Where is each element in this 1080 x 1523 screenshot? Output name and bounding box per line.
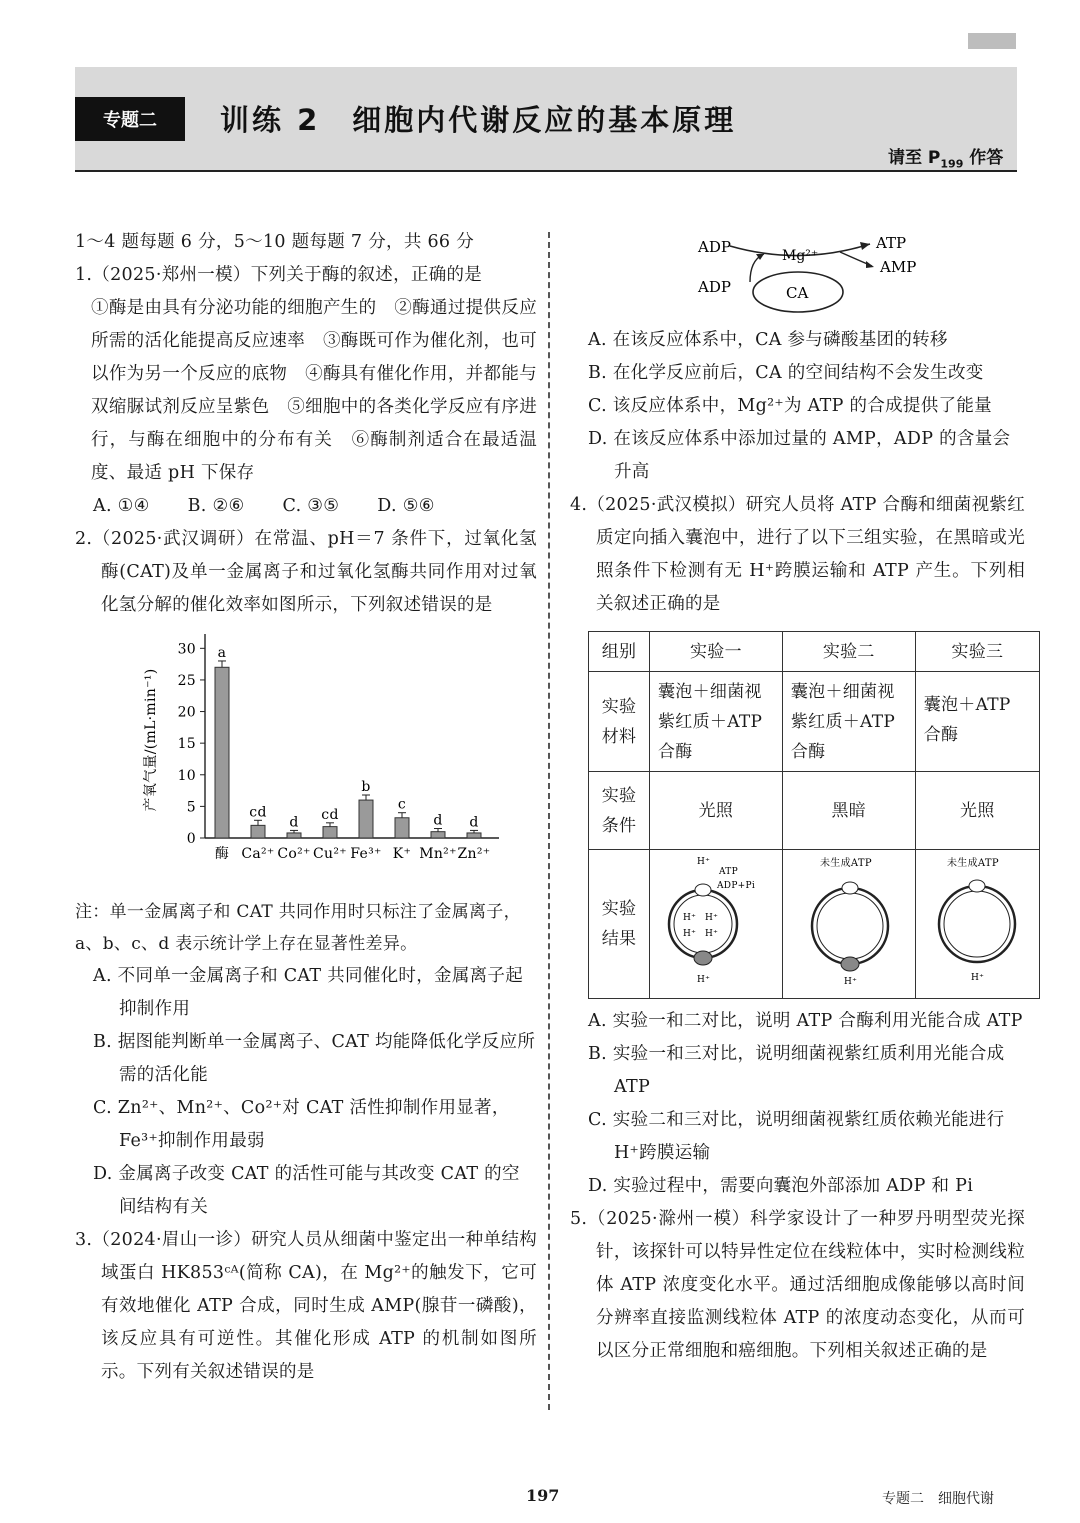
material-exp3: 囊泡＋ATP 合酶 [915, 672, 1039, 772]
atp-synthase [842, 882, 858, 894]
q3-stem: 3.（2024·眉山一诊）研究人员从细菌中鉴定出一种单结构域蛋白 HK853ᶜᴬ(简称 CA)，在 Mg²⁺的触发下，它可有效地催化 ATP 合成，同时生成 AMP(腺苷一磷酸)，该反应具有可逆性。其催化形成 ATP 的机制如图所示。下列有关叙述错误的是 [75, 1230, 537, 1382]
label-no-atp-3: 未生成ATP [947, 858, 1000, 869]
bar [431, 832, 445, 838]
category-label: Fe³⁺ [350, 846, 382, 862]
condition-exp1: 光照 [650, 772, 783, 850]
label-adp-pi: ADP+Pi [716, 881, 755, 891]
vesicle-exp1 [661, 850, 771, 988]
significance-label: a [217, 644, 227, 661]
significance-label: d [289, 814, 299, 831]
significance-label: d [469, 814, 479, 831]
vesicle-exp2 [794, 850, 904, 988]
q1-options [75, 490, 537, 523]
row-label-result: 实验结果 [589, 850, 650, 999]
bar [359, 800, 373, 838]
q1-option-a[interactable]: A. ①④ [93, 496, 150, 516]
q3-option-d[interactable]: D. 在该反应体系中添加过量的 AMP，ADP 的含量会升高 [588, 429, 1011, 482]
answer-page-note: 请至 $P_{199}$ 作答 [888, 148, 1004, 171]
label-h-2: H⁺ [843, 977, 857, 987]
label-h-top: H⁺ [696, 857, 711, 867]
row-label-material: 实验材料 [589, 672, 650, 772]
th-group: 组别 [589, 632, 650, 672]
label-h-bottom: H⁺ [696, 975, 711, 985]
page-number: 197 [526, 1486, 560, 1505]
q1-option-b[interactable]: B. ②⑥ [187, 496, 245, 516]
label-amp: AMP [880, 258, 917, 276]
q1-option-d[interactable]: D. ⑤⑥ [377, 496, 435, 516]
q3-option-a[interactable]: A. 在该反应体系中，CA 参与磷酸基团的转移 [588, 330, 948, 350]
bar [395, 818, 409, 838]
q1-option-c[interactable]: C. ③⑤ [282, 496, 340, 516]
label-h-3: H⁺ [971, 973, 985, 983]
q4-stem: 4.（2025·武汉模拟）研究人员将 ATP 合酶和细菌视紫红质定向插入囊泡中，进行了以下三组实验，在黑暗或光照条件下检测有无 H⁺跨膜运输和 ATP 产生。下列相关叙述正确的是 [570, 495, 1025, 614]
th-exp3: 实验三 [915, 632, 1039, 672]
label-h-in1: H⁺ [682, 913, 697, 923]
arrow-head-amp [866, 261, 874, 268]
th-exp1: 实验一 [650, 632, 783, 672]
vesicle-membrane [812, 888, 888, 964]
material-exp2: 囊泡＋细菌视紫红质＋ATP 合酶 [782, 672, 915, 772]
category-label: Cu²⁺ [313, 846, 347, 862]
section-tag: 专题二 [75, 97, 185, 141]
label-atp: ATP [876, 234, 907, 252]
q5-stem: 5.（2025·滁州一模）科学家设计了一种罗丹明型荧光探针，该探针可以特异性定位在线粒体中，实时检测线粒体 ATP 浓度变化水平。通过活细胞成像能够以高时间分辨率直接监测线粒体 ATP 的浓度动态变化，从而可以区分正常细胞和癌细胞。下列相关叙述正确的是 [570, 1209, 1025, 1361]
vesicle-membrane [939, 886, 1015, 962]
label-atp-out: ATP [718, 867, 738, 877]
condition-exp2: 黑暗 [782, 772, 915, 850]
label-mg: Mg²⁺ [782, 248, 819, 264]
q4-option-c[interactable]: C. 实验二和三对比，说明细菌视紫红质依赖光能进行 H⁺跨膜运输 [588, 1110, 1005, 1163]
th-exp2: 实验二 [782, 632, 915, 672]
q2-stem: 2.（2025·武汉调研）在常温、pH＝7 条件下，过氧化氢酶(CAT)及单一金属离子和过氧化氢酶共同作用对过氧化氢分解的催化效率如图所示，下列叙述错误的是 [75, 529, 537, 615]
bar [467, 833, 481, 838]
bar [215, 667, 229, 838]
table-header-row [589, 632, 1040, 672]
q3-diagram [690, 230, 930, 320]
y-tick-label: 10 [177, 767, 196, 784]
bar-chart [135, 628, 555, 898]
q3-option-c[interactable]: C. 该反应体系中，Mg²⁺为 ATP 的合成提供了能量 [588, 396, 992, 416]
atp-synthase [969, 880, 985, 892]
bacteriorhodopsin [841, 957, 859, 971]
label-adp-top: ADP [698, 238, 731, 256]
page-title: 训练 2 细胞内代谢反应的基本原理 [220, 103, 737, 137]
vesicle-exp3 [917, 850, 1037, 988]
q4-option-a[interactable]: A. 实验一和二对比，说明 ATP 合酶利用光能合成 ATP [588, 1011, 1023, 1031]
y-axis-label: 产氧气量/(mL·min⁻¹) [143, 668, 159, 812]
right-column [570, 324, 1025, 1368]
vesicle-inner-membrane [817, 893, 883, 959]
label-adp-bottom: ADP [698, 278, 731, 296]
category-label: Ca²⁺ [241, 846, 275, 862]
y-tick-label: 20 [177, 704, 196, 721]
significance-label: cd [249, 804, 267, 821]
label-h-in2: H⁺ [704, 913, 719, 923]
q2-option-d[interactable]: D. 金属离子改变 CAT 的活性可能与其改变 CAT 的空间结构有关 [93, 1164, 520, 1217]
q1-stem: 1.（2025·郑州一模）下列关于酶的叙述，正确的是 [75, 265, 483, 285]
y-tick-label: 0 [186, 831, 196, 847]
condition-exp3: 光照 [915, 772, 1039, 850]
material-exp1: 囊泡＋细菌视紫红质＋ATP 合酶 [650, 672, 783, 772]
table-row-material [589, 672, 1040, 772]
label-h-in3: H⁺ [682, 929, 697, 939]
bar [287, 833, 301, 838]
result-exp2 [782, 850, 915, 999]
q3-option-b[interactable]: B. 在化学反应前后，CA 的空间结构不会发生改变 [588, 363, 984, 383]
row-label-condition: 实验条件 [589, 772, 650, 850]
y-tick-label: 15 [177, 736, 196, 753]
atp-synthase [695, 884, 711, 896]
q2-chart [75, 622, 537, 892]
q2-option-c[interactable]: C. Zn²⁺、Mn²⁺、Co²⁺对 CAT 活性抑制作用显著，Fe³⁺抑制作用最弱 [93, 1098, 510, 1151]
footer-section: 专题二 细胞代谢 [882, 1491, 994, 1507]
y-tick-label: 5 [186, 799, 196, 816]
bar [323, 827, 337, 838]
y-tick-label: 30 [177, 641, 196, 658]
category-label: Zn²⁺ [457, 846, 491, 862]
significance-label: cd [321, 806, 339, 823]
vesicle-inner-membrane [944, 891, 1010, 957]
adp-input-arrow [750, 254, 764, 282]
bar [251, 825, 265, 838]
q1-body: ①酶是由具有分泌功能的细胞产生的 ②酶通过提供反应所需的活化能提高反应速率 ③酶既可作为催化剂，也可以作为另一个反应的底物 ④酶具有催化作用，并都能与双缩脲试剂反应呈紫色 ⑤细胞中的各类化学反应有序进行，与酶在细胞中的分布有关 ⑥酶制剂适合在最适温度、最适 pH 下保存 [91, 298, 537, 483]
category-label: Co²⁺ [277, 846, 311, 862]
label-h-in4: H⁺ [704, 929, 719, 939]
result-exp3 [915, 850, 1039, 999]
y-tick-label: 25 [177, 672, 196, 689]
significance-label: c [397, 796, 407, 813]
category-label: Mn²⁺ [419, 846, 457, 862]
significance-label: b [361, 779, 371, 796]
q4-option-b[interactable]: B. 实验一和三对比，说明细菌视紫红质利用光能合成 ATP [588, 1044, 1005, 1097]
q4-option-d[interactable]: D. 实验过程中，需要向囊泡外部添加 ADP 和 Pi [588, 1176, 974, 1196]
q2-option-b[interactable]: B. 据图能判断单一金属离子、CAT 均能降低化学反应所需的活化能 [93, 1032, 536, 1085]
table-row-condition [589, 772, 1040, 850]
q2-option-a[interactable]: A. 不同单一金属离子和 CAT 共同催化时，金属离子起抑制作用 [93, 966, 524, 1019]
label-no-atp-2: 未生成ATP [819, 858, 872, 869]
vesicle-membrane [669, 890, 737, 958]
table-row-result [589, 850, 1040, 999]
vesicle-inner-membrane [674, 895, 732, 953]
q2-note: 注：单一金属离子和 CAT 共同作用时只标注了金属离子，a、b、c、d 表示统计学上存在显著性差异。 [75, 902, 521, 954]
result-exp1 [650, 850, 783, 999]
q4-table [588, 631, 1040, 999]
category-label: K⁺ [392, 846, 412, 862]
scoring-rule: 1～4 题每题 6 分，5～10 题每题 7 分，共 66 分 [75, 232, 475, 252]
arrow-head-atp [860, 242, 870, 250]
significance-label: d [433, 812, 443, 829]
corner-tab [968, 33, 1016, 49]
left-column [75, 226, 537, 1389]
label-ca: CA [786, 284, 809, 302]
bacteriorhodopsin [694, 951, 712, 965]
category-label: 酶 [214, 846, 230, 862]
